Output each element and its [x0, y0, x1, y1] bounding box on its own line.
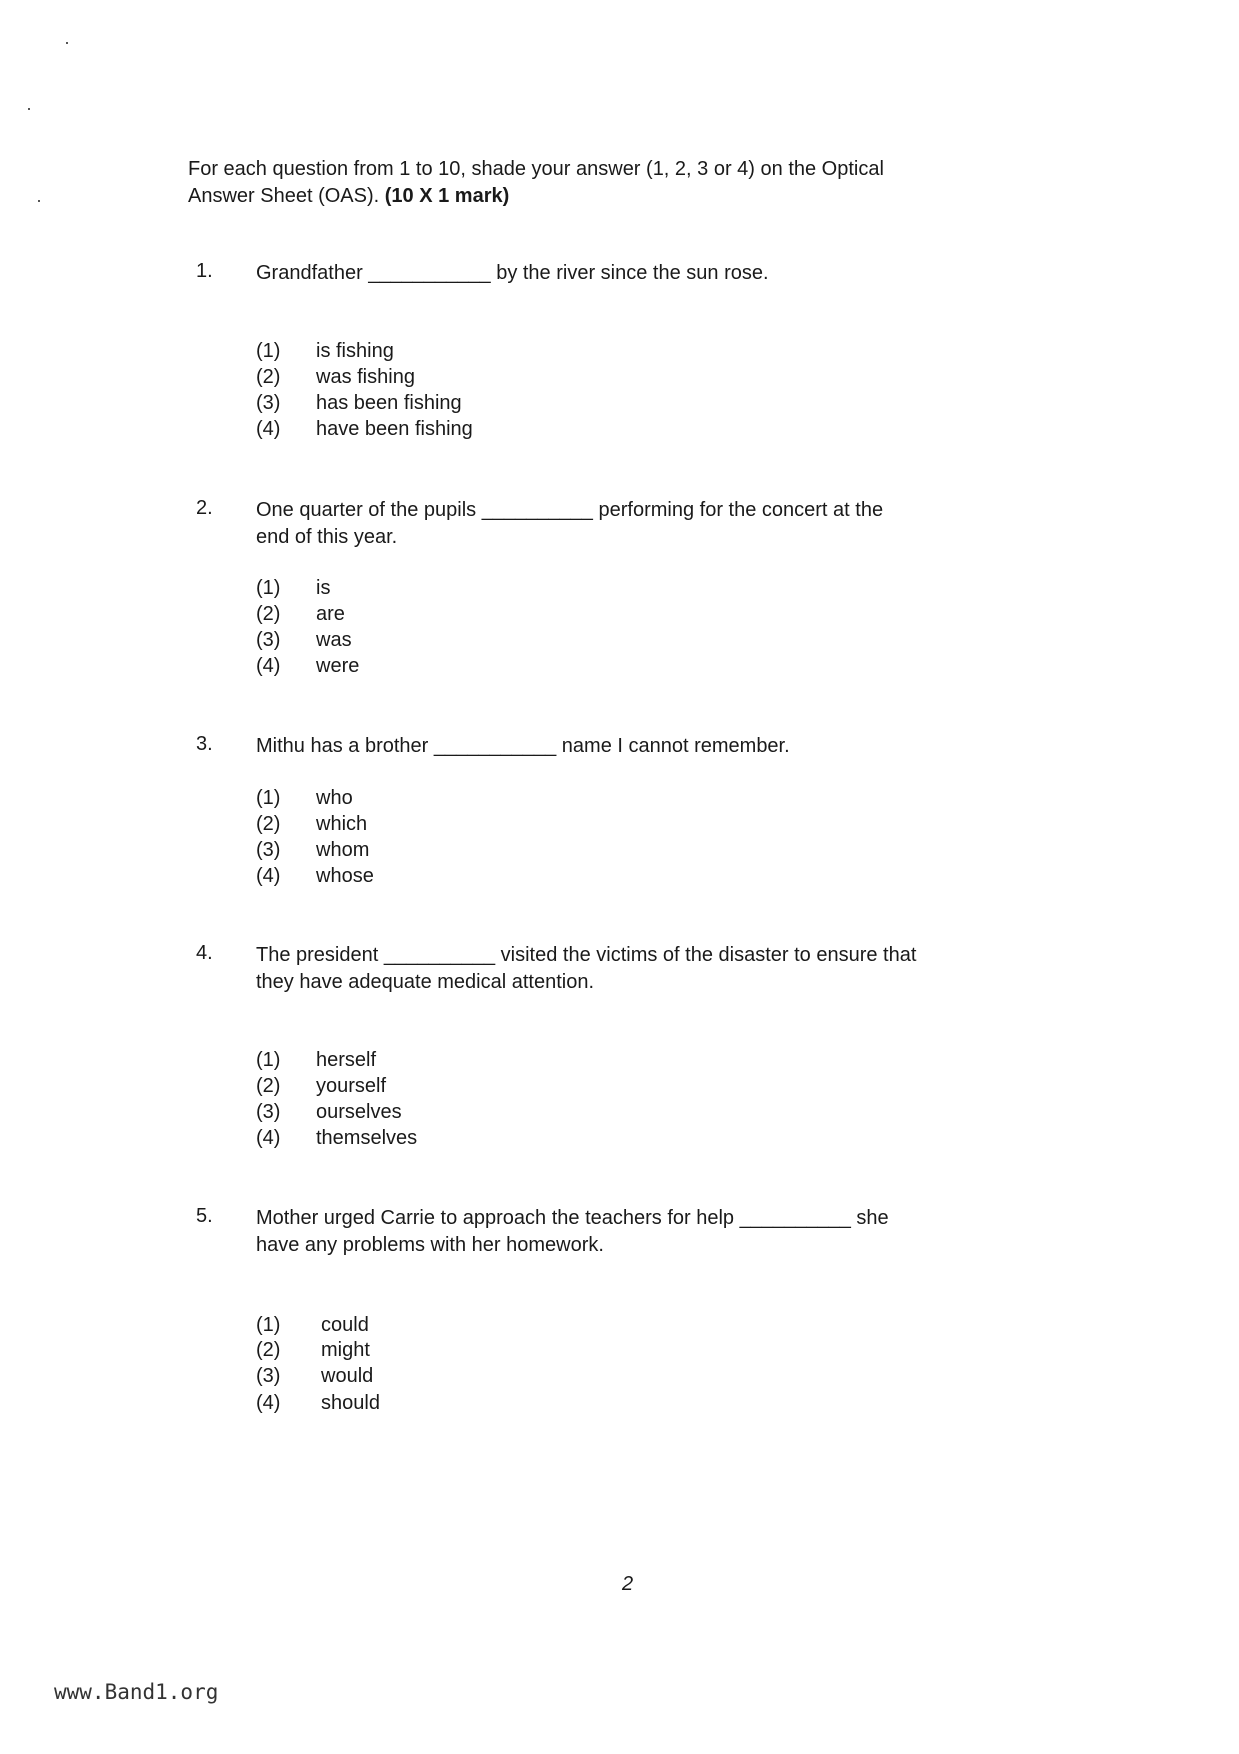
option-number: (1) [256, 1049, 281, 1071]
option-text: whom [316, 839, 370, 861]
answer-option [256, 1314, 369, 1337]
option-number: (3) [256, 1365, 281, 1387]
option-number: (3) [256, 839, 281, 861]
option-number: (1) [256, 340, 281, 362]
option-text: have been fishing [316, 418, 473, 440]
option-text: were [316, 655, 360, 677]
question-number: 4. [196, 942, 213, 964]
question-text [256, 942, 916, 996]
option-text: themselves [316, 1127, 418, 1149]
option-number: (4) [256, 865, 281, 887]
option-text: should [321, 1392, 380, 1414]
option-number: (1) [256, 577, 281, 599]
option-number: (2) [256, 1075, 281, 1097]
option-text: which [316, 813, 368, 835]
question-line2: end of this year. [256, 526, 398, 548]
answer-option [256, 1339, 370, 1362]
option-text: are [316, 603, 345, 625]
answer-option [256, 813, 367, 836]
option-number: (4) [256, 1127, 281, 1149]
question-number: 1. [196, 260, 213, 282]
answer-option [256, 1101, 402, 1124]
question-number: 5. [196, 1205, 213, 1227]
option-text: ourselves [316, 1101, 402, 1123]
page-number: 2 [622, 1573, 634, 1595]
answer-option [256, 366, 415, 389]
answer-option [256, 787, 353, 810]
answer-option [256, 655, 359, 678]
answer-option [256, 1365, 373, 1388]
question-text [256, 260, 769, 287]
scan-speck [66, 42, 68, 44]
option-number: (2) [256, 603, 281, 625]
question-line1: Mother urged Carrie to approach the teachers for help __________ she [256, 1207, 889, 1229]
scan-speck [28, 108, 30, 110]
question-text [256, 1205, 889, 1259]
question-text [256, 497, 883, 551]
scan-speck [38, 200, 40, 202]
option-number: (3) [256, 629, 281, 651]
instructions-line2 [188, 183, 884, 210]
option-text: has been fishing [316, 392, 462, 414]
option-text: is fishing [316, 340, 394, 362]
instructions-text2: Answer Sheet (OAS). [188, 185, 385, 207]
option-text: whose [316, 865, 374, 887]
option-text: was [316, 629, 352, 651]
question-text [256, 733, 790, 760]
question-line2: they have adequate medical attention. [256, 971, 595, 993]
answer-option [256, 1049, 376, 1072]
watermark: www.Band1.org [54, 1680, 219, 1704]
answer-option [256, 1392, 380, 1415]
answer-option [256, 839, 369, 862]
option-text: who [316, 787, 353, 809]
option-number: (4) [256, 1392, 281, 1414]
option-text: herself [316, 1049, 377, 1071]
instructions [188, 156, 884, 210]
option-text: was fishing [316, 366, 415, 388]
instructions-line1: For each question from 1 to 10, shade your answer (1, 2, 3 or 4) on the Optical [188, 158, 884, 180]
option-text: could [321, 1314, 369, 1336]
answer-option [256, 1075, 386, 1098]
answer-option [256, 392, 462, 415]
option-number: (2) [256, 1339, 281, 1361]
question-line1: The president __________ visited the victims of the disaster to ensure that [256, 944, 917, 966]
option-text: is [316, 577, 331, 599]
answer-option [256, 418, 473, 441]
option-number: (3) [256, 392, 281, 414]
option-number: (3) [256, 1101, 281, 1123]
answer-option [256, 577, 330, 600]
marks-label: (10 X 1 mark) [384, 185, 510, 207]
answer-option [256, 629, 352, 652]
answer-option [256, 340, 394, 363]
answer-option [256, 1127, 417, 1150]
answer-option [256, 603, 345, 626]
question-number: 3. [196, 733, 213, 755]
question-line1: Mithu has a brother ___________ name I cannot remember. [256, 735, 790, 757]
question-number: 2. [196, 497, 213, 519]
option-text: would [321, 1365, 374, 1387]
question-line2: have any problems with her homework. [256, 1234, 604, 1256]
answer-option [256, 865, 374, 888]
question-line1: One quarter of the pupils __________ performing for the concert at the [256, 499, 884, 521]
option-number: (2) [256, 366, 281, 388]
option-number: (2) [256, 813, 281, 835]
option-number: (4) [256, 418, 281, 440]
option-text: yourself [316, 1075, 387, 1097]
option-number: (4) [256, 655, 281, 677]
question-line1: Grandfather ___________ by the river since the sun rose. [256, 262, 769, 284]
option-number: (1) [256, 1314, 281, 1336]
option-text: might [321, 1339, 370, 1361]
option-number: (1) [256, 787, 281, 809]
